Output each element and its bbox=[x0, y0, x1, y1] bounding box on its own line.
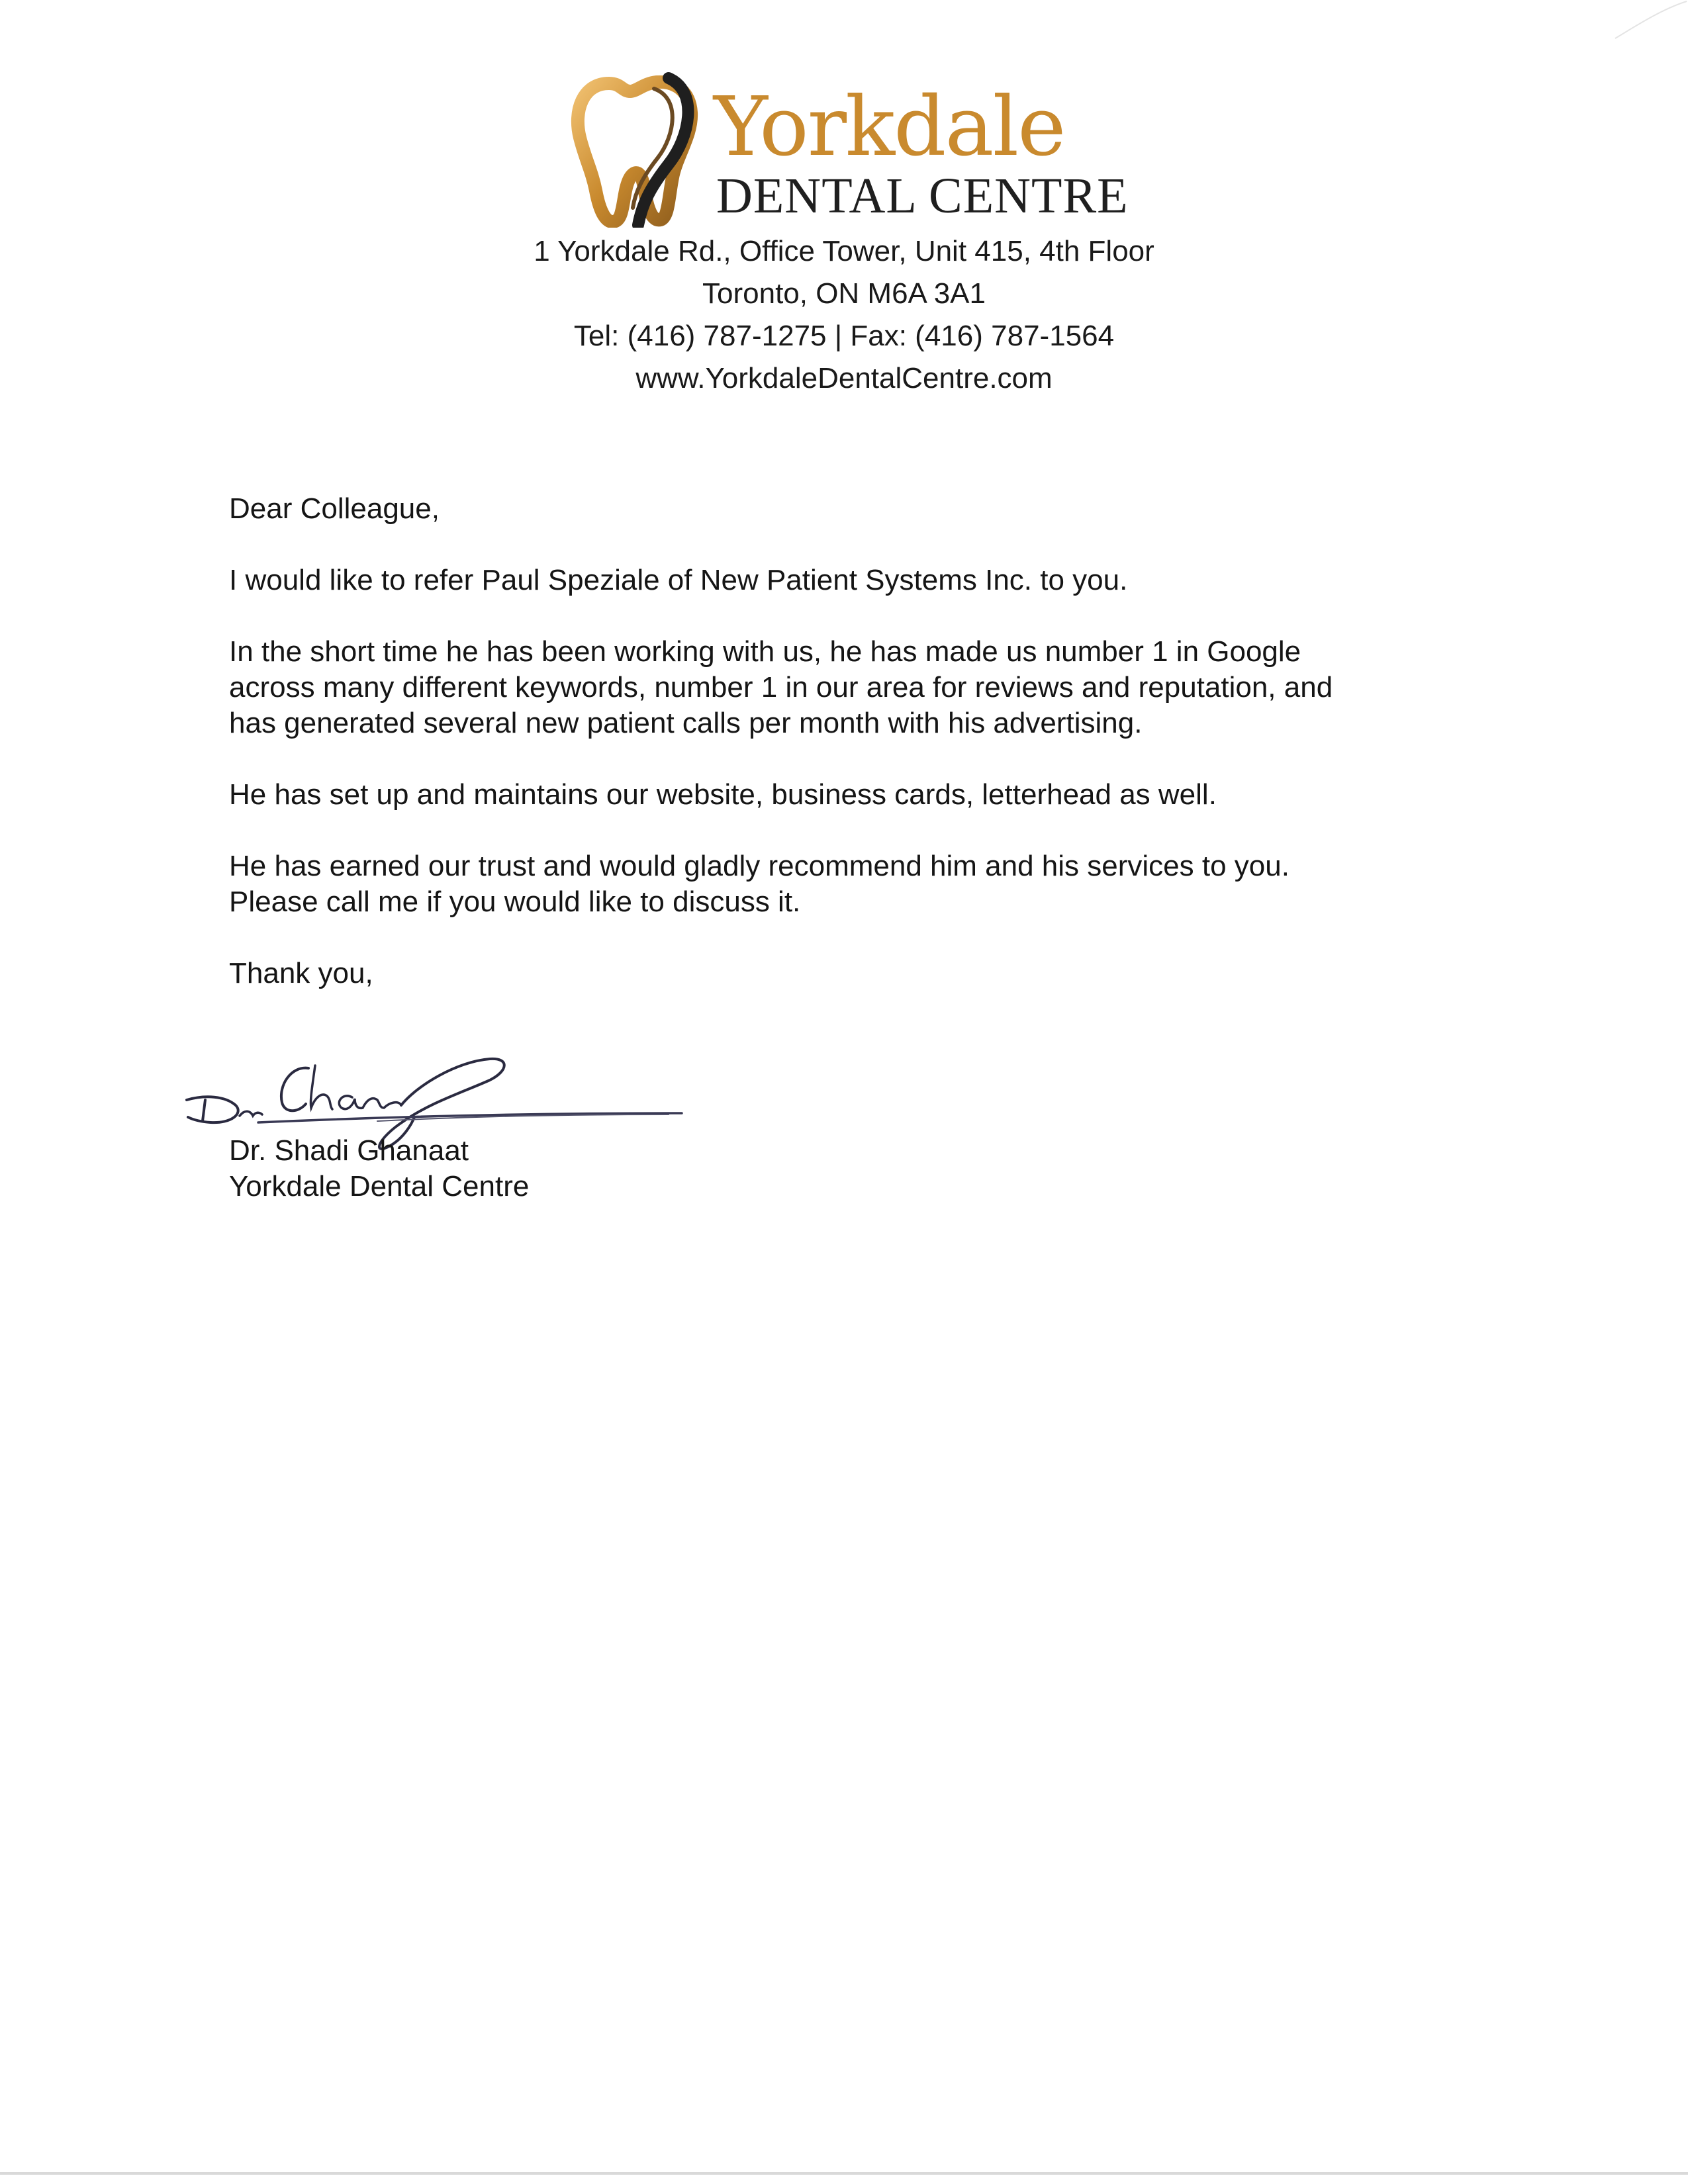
scan-edge-line bbox=[0, 2172, 1688, 2175]
paragraph-referral: I would like to refer Paul Speziale of New Patient Systems Inc. to you. bbox=[229, 564, 1128, 596]
closing: Thank you, bbox=[229, 957, 373, 989]
letterhead-address bbox=[0, 230, 1688, 400]
contact-line: Tel: (416) 787-1275 | Fax: (416) 787-1564 bbox=[573, 320, 1115, 352]
signer-name: Dr. Shadi Ghanaat bbox=[229, 1134, 469, 1167]
logo-name: Yorkdale bbox=[714, 79, 1065, 175]
address-line-2: Toronto, ON M6A 3A1 bbox=[702, 277, 986, 310]
signer-block bbox=[229, 1133, 529, 1205]
scan-corner-mark bbox=[1609, 0, 1688, 40]
website-link[interactable]: www.YorkdaleDentalCentre.com bbox=[635, 362, 1053, 394]
address-line-1: 1 Yorkdale Rd., Office Tower, Unit 415, 4th Floor bbox=[534, 235, 1154, 267]
signer-organization: Yorkdale Dental Centre bbox=[229, 1170, 530, 1203]
paragraph-results: In the short time he has been working with us, he has made us number 1 in Google across many different keywords, number 1 in our area for reviews and reputation, and has generated several new patient calls per month with his advertising. bbox=[229, 635, 1333, 739]
paragraph-services: He has set up and maintains our website, business cards, letterhead as well. bbox=[229, 778, 1217, 811]
letter-body bbox=[229, 491, 1487, 1027]
salutation: Dear Colleague, bbox=[229, 492, 440, 525]
yorkdale-logo bbox=[569, 71, 1129, 230]
tooth-icon bbox=[569, 71, 702, 228]
paragraph-recommendation: He has earned our trust and would gladly recommend him and his services to you. Please call me if you would like to discuss it. bbox=[229, 850, 1289, 918]
logo-subtitle: DENTAL CENTRE bbox=[716, 168, 1129, 224]
